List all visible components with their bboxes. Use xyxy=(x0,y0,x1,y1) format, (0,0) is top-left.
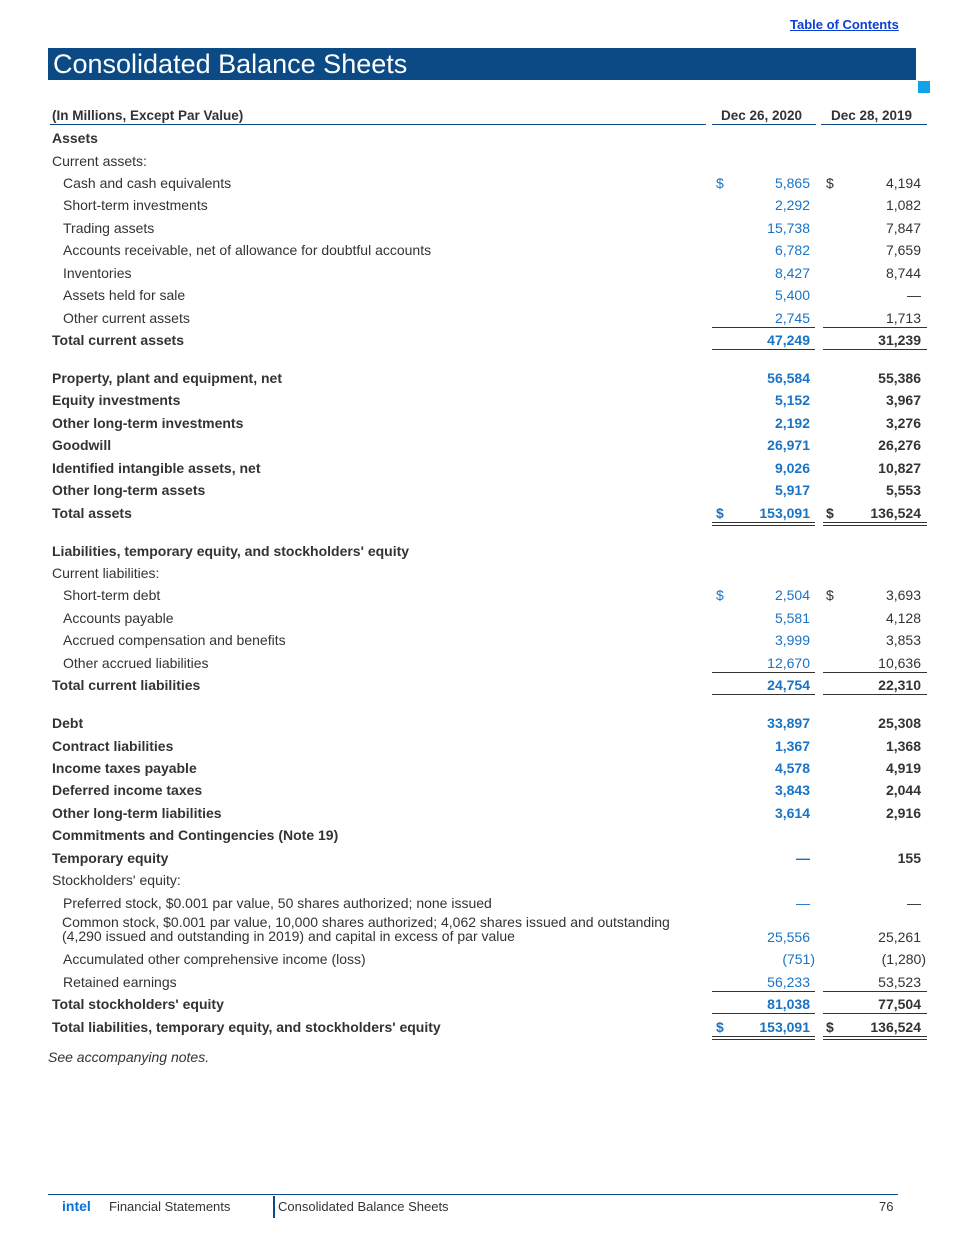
row-label: Other current assets xyxy=(63,310,190,326)
units-header: (In Millions, Except Par Value) xyxy=(52,108,244,123)
value-2019: — xyxy=(907,895,921,911)
common-stock-label: Common stock, $0.001 par value, 10,000 shares authorized; 4,062 shares issued and outstanding (4,290 issued and outstanding in 2019) and capital in excess of par value xyxy=(62,914,670,944)
table-row xyxy=(0,760,975,782)
subtotal-rule xyxy=(712,694,815,695)
value-2019: 4,128 xyxy=(885,610,921,626)
value-2019: 3,853 xyxy=(885,632,921,648)
value-2019: 10,827 xyxy=(878,460,921,476)
row-label: Total current assets xyxy=(52,332,185,348)
row-label: Identified intangible assets, net xyxy=(52,460,261,476)
page-title: Consolidated Balance Sheets xyxy=(53,49,408,79)
table-row xyxy=(0,587,975,609)
table-row xyxy=(0,197,975,219)
row-label: Preferred stock, $0.001 par value, 50 shares authorized; none issued xyxy=(63,895,492,911)
subtotal-rule xyxy=(823,327,927,328)
table-row xyxy=(0,392,975,414)
value-2020: 56,233 xyxy=(767,974,810,990)
row-label: Other long-term liabilities xyxy=(52,805,222,821)
subtotal-rule xyxy=(823,349,927,350)
total-rule xyxy=(712,1036,815,1037)
row-label: Other accrued liabilities xyxy=(63,655,209,671)
table-row xyxy=(0,265,975,287)
total-double-rule xyxy=(823,1039,927,1040)
row-label: Other long-term assets xyxy=(52,482,206,498)
table-row xyxy=(0,287,975,309)
row-label: Short-term debt xyxy=(63,587,161,603)
currency-symbol-2019: $ xyxy=(826,175,834,191)
intel-logo: intel xyxy=(62,1198,91,1214)
value-2020: 4,578 xyxy=(774,760,810,776)
table-row xyxy=(0,974,975,996)
subtotal-rule xyxy=(712,327,815,328)
value-2019: 7,659 xyxy=(885,242,921,258)
table-row xyxy=(0,310,975,332)
page-number: 76 xyxy=(879,1199,894,1214)
table-row xyxy=(0,805,975,827)
value-2020: 12,670 xyxy=(767,655,810,671)
value-2019: 4,919 xyxy=(885,760,921,776)
currency-symbol-2019: $ xyxy=(826,1019,834,1035)
value-2020: (751) xyxy=(782,951,815,967)
row-label: Contract liabilities xyxy=(52,738,174,754)
table-row xyxy=(0,655,975,677)
value-2020: 2,745 xyxy=(774,310,810,326)
value-2019: 1,368 xyxy=(885,738,921,754)
row-label: Total current liabilities xyxy=(52,677,201,693)
accent-square xyxy=(918,81,930,93)
currency-symbol-2020: $ xyxy=(716,1019,724,1035)
value-2019: 1,713 xyxy=(885,310,921,326)
value-2019: 2,044 xyxy=(885,782,921,798)
table-row xyxy=(0,332,975,354)
row-label: Assets held for sale xyxy=(63,287,186,303)
value-2019: 4,194 xyxy=(885,175,921,191)
value-2020: 25,556 xyxy=(767,929,810,945)
table-row xyxy=(0,175,975,197)
value-2019: 3,276 xyxy=(885,415,921,431)
subtotal-rule xyxy=(823,694,927,695)
row-label: Accounts receivable, net of allowance for doubtful accounts xyxy=(63,242,432,258)
value-2019: 136,524 xyxy=(870,505,921,521)
value-2020: 153,091 xyxy=(759,505,810,521)
table-row xyxy=(0,543,975,565)
table-row xyxy=(0,242,975,264)
currency-symbol-2020: $ xyxy=(716,505,724,521)
column-header-2020: Dec 26, 2020 xyxy=(721,108,803,123)
total-rule xyxy=(823,1036,927,1037)
value-2019: 10,636 xyxy=(878,655,921,671)
row-label: Equity investments xyxy=(52,392,181,408)
value-2020: 2,504 xyxy=(774,587,810,603)
row-label: Trading assets xyxy=(63,220,155,236)
value-2020: — xyxy=(796,895,810,911)
value-2020: 47,249 xyxy=(767,332,810,348)
table-row xyxy=(0,951,975,973)
value-2019: 55,386 xyxy=(878,370,921,386)
value-2019: 136,524 xyxy=(870,1019,921,1035)
row-label: Accumulated other comprehensive income (loss) xyxy=(63,951,366,967)
table-row xyxy=(0,460,975,482)
value-2020: 3,999 xyxy=(774,632,810,648)
value-2020: 26,971 xyxy=(767,437,810,453)
value-2020: 1,367 xyxy=(774,738,810,754)
total-double-rule xyxy=(712,1039,815,1040)
table-row xyxy=(0,850,975,872)
footer-section: Financial Statements xyxy=(109,1199,231,1214)
value-2019: (1,280) xyxy=(881,951,926,967)
currency-symbol-2020: $ xyxy=(716,175,724,191)
value-2019: 31,239 xyxy=(878,332,921,348)
footer-rule xyxy=(48,1194,898,1195)
row-label: Short-term investments xyxy=(63,197,208,213)
value-2020: 33,897 xyxy=(767,715,810,731)
table-of-contents-link[interactable]: Table of Contents xyxy=(790,17,899,32)
row-label: Temporary equity xyxy=(52,850,169,866)
row-label: Income taxes payable xyxy=(52,760,197,776)
value-2020: 5,917 xyxy=(774,482,810,498)
value-2019: 5,553 xyxy=(885,482,921,498)
total-double-rule xyxy=(712,525,815,526)
value-2019: 8,744 xyxy=(885,265,921,281)
table-row xyxy=(0,565,975,587)
table-row xyxy=(0,153,975,175)
value-2019: 3,967 xyxy=(885,392,921,408)
total-rule xyxy=(712,522,815,523)
currency-symbol-2019: $ xyxy=(826,587,834,603)
row-label: Current liabilities: xyxy=(52,565,160,581)
table-row xyxy=(0,782,975,804)
value-2020: 81,038 xyxy=(767,996,810,1012)
header-rule xyxy=(712,124,816,125)
subtotal-rule xyxy=(823,1013,927,1014)
table-row xyxy=(0,872,975,894)
row-label: Stockholders' equity: xyxy=(52,872,181,888)
value-2020: 8,427 xyxy=(774,265,810,281)
table-row xyxy=(0,827,975,849)
value-2020: 3,843 xyxy=(774,782,810,798)
subtotal-rule xyxy=(712,991,815,992)
row-label: Liabilities, temporary equity, and stockholders' equity xyxy=(52,543,410,559)
table-row xyxy=(0,677,975,699)
value-2019: — xyxy=(907,287,921,303)
value-2019: 7,847 xyxy=(885,220,921,236)
table-row xyxy=(0,130,975,152)
value-2020: 5,152 xyxy=(774,392,810,408)
row-label: Commitments and Contingencies (Note 19) xyxy=(52,827,339,843)
subtotal-rule xyxy=(823,991,927,992)
value-2019: 22,310 xyxy=(878,677,921,693)
row-label: Debt xyxy=(52,715,84,731)
column-header-2019: Dec 28, 2019 xyxy=(831,108,913,123)
value-2019: 2,916 xyxy=(885,805,921,821)
footer-separator xyxy=(273,1196,275,1218)
value-2020: 5,400 xyxy=(774,287,810,303)
row-label: Accrued compensation and benefits xyxy=(63,632,286,648)
row-label: Accounts payable xyxy=(63,610,174,626)
row-label: Total stockholders' equity xyxy=(52,996,224,1012)
value-2019: 77,504 xyxy=(878,996,921,1012)
table-row xyxy=(0,220,975,242)
table-row xyxy=(0,1019,975,1041)
row-label: Current assets: xyxy=(52,153,147,169)
table-row xyxy=(0,437,975,459)
value-2019: 3,693 xyxy=(885,587,921,603)
value-2019: 155 xyxy=(897,850,921,866)
subtotal-rule xyxy=(823,672,927,673)
row-label: Other long-term investments xyxy=(52,415,244,431)
table-row xyxy=(0,482,975,504)
row-label: Assets xyxy=(52,130,98,146)
page-title-band xyxy=(48,48,916,80)
value-2020: 6,782 xyxy=(774,242,810,258)
value-2019: 25,261 xyxy=(878,929,921,945)
row-label: Inventories xyxy=(63,265,132,281)
value-2020: 2,192 xyxy=(774,415,810,431)
table-row xyxy=(0,370,975,392)
value-2020: 15,738 xyxy=(767,220,810,236)
value-2020: 5,865 xyxy=(774,175,810,191)
currency-symbol-2020: $ xyxy=(716,587,724,603)
row-label: Total assets xyxy=(52,505,132,521)
row-label: Property, plant and equipment, net xyxy=(52,370,282,386)
footer-page-title: Consolidated Balance Sheets xyxy=(278,1199,449,1214)
table-row xyxy=(0,415,975,437)
value-2019: 53,523 xyxy=(878,974,921,990)
table-row xyxy=(0,632,975,654)
total-double-rule xyxy=(823,525,927,526)
currency-symbol-2019: $ xyxy=(826,505,834,521)
subtotal-rule xyxy=(712,349,815,350)
table-row xyxy=(0,505,975,527)
subtotal-rule xyxy=(712,1013,815,1014)
value-2019: 1,082 xyxy=(885,197,921,213)
header-rule xyxy=(50,124,706,125)
value-2020: — xyxy=(796,850,810,866)
value-2020: 9,026 xyxy=(774,460,810,476)
row-label: Retained earnings xyxy=(63,974,177,990)
table-row xyxy=(0,610,975,632)
value-2020: 5,581 xyxy=(774,610,810,626)
table-row xyxy=(0,715,975,737)
value-2019: 26,276 xyxy=(878,437,921,453)
row-label: Deferred income taxes xyxy=(52,782,203,798)
total-rule xyxy=(823,522,927,523)
value-2020: 56,584 xyxy=(767,370,810,386)
value-2020: 3,614 xyxy=(774,805,810,821)
table-row xyxy=(0,996,975,1018)
accompanying-notes: See accompanying notes. xyxy=(48,1049,210,1065)
header-rule xyxy=(821,124,927,125)
table-row xyxy=(0,738,975,760)
value-2020: 2,292 xyxy=(774,197,810,213)
value-2019: 25,308 xyxy=(878,715,921,731)
row-label: Goodwill xyxy=(52,437,112,453)
value-2020: 24,754 xyxy=(767,677,810,693)
subtotal-rule xyxy=(712,672,815,673)
row-label: Cash and cash equivalents xyxy=(63,175,232,191)
row-label: Total liabilities, temporary equity, and stockholders' equity xyxy=(52,1019,441,1035)
value-2020: 153,091 xyxy=(759,1019,810,1035)
